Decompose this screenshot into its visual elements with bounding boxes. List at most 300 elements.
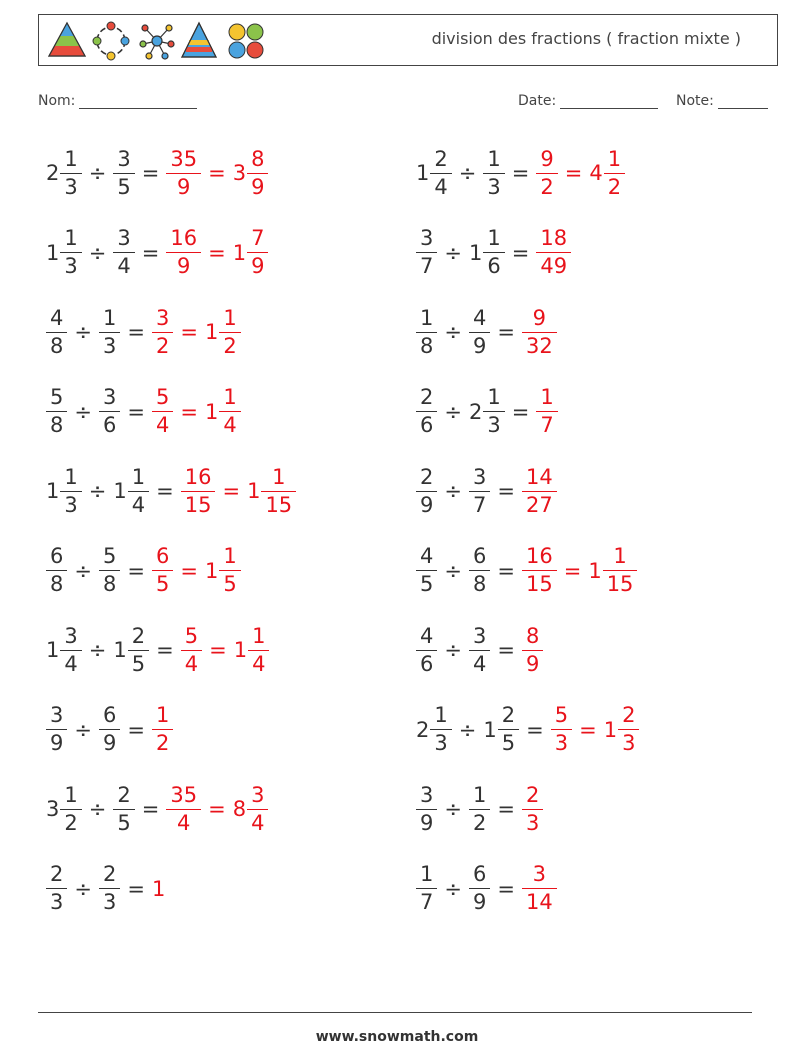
- fraction: [471, 305, 488, 358]
- denominator: 2: [219, 332, 240, 357]
- problem-item: [46, 856, 166, 922]
- divisor: [469, 546, 490, 595]
- whole-number: 1: [46, 479, 60, 503]
- answer: [166, 782, 268, 835]
- numerator: 2: [117, 782, 131, 807]
- answer-mixed: [588, 546, 637, 595]
- whole-number: 3: [46, 797, 60, 821]
- denominator: 3: [60, 252, 81, 277]
- problem-item: [46, 538, 241, 604]
- answer: [522, 464, 557, 517]
- fraction: [538, 228, 569, 277]
- numerator: 2: [434, 146, 448, 171]
- numerator: 16: [184, 464, 212, 489]
- divide-sign: ÷: [74, 876, 92, 901]
- divisor: [99, 387, 120, 436]
- whole-number: 1: [588, 558, 602, 583]
- equals-sign: =: [564, 161, 583, 185]
- fraction: [500, 705, 517, 754]
- numerator: 6: [50, 544, 64, 568]
- problem-item: [416, 299, 557, 365]
- fraction: [62, 146, 79, 199]
- answer: [166, 146, 268, 199]
- numerator: 1: [131, 464, 146, 489]
- numerator: 16: [170, 226, 198, 250]
- whole-number: 1: [113, 479, 127, 503]
- denominator: 4: [152, 411, 173, 436]
- divide-sign: ÷: [458, 161, 477, 185]
- denominator: 3: [60, 173, 81, 198]
- whole-number: 1: [46, 638, 60, 662]
- denominator: 3: [46, 888, 67, 913]
- equals-sign: =: [497, 797, 515, 821]
- problem-item: [416, 697, 639, 763]
- worksheet-title: division des fractions ( fraction mixte ): [431, 29, 741, 48]
- answer-mixed: [205, 546, 241, 595]
- answer: [536, 228, 571, 277]
- answer-improper: [522, 623, 543, 676]
- answer-mixed: [232, 146, 269, 199]
- divisor: [469, 782, 490, 835]
- problem-item: [46, 140, 268, 206]
- numerator: 1: [607, 146, 622, 171]
- name-blank[interactable]: [79, 92, 197, 109]
- denominator: 6: [99, 411, 120, 436]
- fraction: [485, 387, 502, 436]
- numerator: 1: [155, 703, 170, 727]
- fraction: [168, 228, 199, 277]
- whole-number: 2: [46, 161, 60, 185]
- date-blank[interactable]: [560, 92, 658, 109]
- equals-sign: =: [563, 558, 582, 583]
- denominator: 4: [60, 650, 81, 675]
- numerator: 1: [420, 862, 434, 886]
- fraction: [538, 387, 555, 436]
- numerator: 3: [64, 623, 78, 648]
- fraction: [524, 782, 541, 835]
- answer: [536, 146, 625, 199]
- fraction: [48, 705, 65, 754]
- divide-sign: ÷: [458, 717, 477, 742]
- fraction: [418, 305, 435, 358]
- denominator: 3: [551, 729, 572, 754]
- dividend: [416, 146, 452, 199]
- numerator: 3: [472, 623, 487, 648]
- numerator: 1: [102, 305, 117, 330]
- denominator: 4: [469, 650, 490, 675]
- answer: [181, 623, 270, 676]
- denominator: 5: [113, 809, 134, 834]
- denominator: 8: [46, 332, 67, 357]
- fraction: [605, 546, 636, 595]
- fraction: [101, 864, 118, 913]
- problem-item: [416, 538, 637, 604]
- answer-mixed: [604, 705, 640, 754]
- dividend: [46, 705, 67, 754]
- denominator: 4: [430, 173, 451, 198]
- answer: [181, 464, 296, 517]
- dividend: [46, 464, 82, 517]
- numerator: 8: [251, 146, 265, 171]
- numerator: 1: [487, 226, 501, 250]
- numerator: 3: [102, 385, 117, 409]
- answer-improper: [536, 146, 557, 199]
- dividend: [46, 305, 67, 358]
- fraction: [471, 546, 488, 595]
- divisor: [113, 623, 149, 676]
- logo-strip: [45, 20, 285, 62]
- fraction: [154, 705, 171, 754]
- problem-item: [46, 220, 268, 286]
- answer-mixed: [205, 387, 241, 436]
- whole-number: 1: [113, 638, 127, 662]
- fraction: [250, 623, 267, 676]
- numerator: 18: [540, 226, 568, 250]
- numerator: 2: [501, 703, 516, 727]
- denominator: 8: [46, 570, 67, 595]
- numerator: 8: [525, 623, 540, 648]
- denominator: 5: [113, 173, 134, 198]
- whole-number: 1: [483, 717, 497, 742]
- fraction: [221, 387, 238, 436]
- denominator: 4: [247, 809, 268, 834]
- dividend: [416, 705, 452, 754]
- numerator: 35: [170, 782, 198, 807]
- denominator: 4: [181, 650, 202, 675]
- answer-improper: [181, 464, 216, 517]
- numerator: 6: [102, 703, 117, 727]
- fraction: [183, 464, 214, 517]
- divide-sign: ÷: [88, 161, 107, 185]
- fraction: [418, 782, 435, 835]
- denominator: 2: [536, 173, 557, 198]
- numerator: 6: [155, 544, 170, 568]
- divisor: [469, 464, 490, 517]
- denominator: 15: [603, 570, 638, 595]
- numerator: 14: [525, 464, 553, 489]
- numerator: 3: [532, 862, 547, 886]
- divisor: [469, 228, 505, 277]
- denominator: 6: [483, 252, 504, 277]
- fraction: [263, 464, 294, 517]
- denominator: 9: [469, 332, 490, 357]
- fraction: [48, 546, 65, 595]
- numerator: 1: [223, 385, 237, 409]
- problem-item: [416, 776, 543, 842]
- numerator: 3: [420, 782, 434, 807]
- fraction: [130, 623, 147, 676]
- answer: [551, 705, 640, 754]
- grade-field: [676, 92, 768, 109]
- answer: [152, 546, 241, 595]
- divide-sign: ÷: [74, 717, 92, 742]
- divisor: [113, 782, 134, 835]
- denominator: 27: [522, 491, 557, 516]
- answer-improper: [152, 877, 166, 901]
- grade-blank[interactable]: [718, 92, 768, 109]
- whole-number: 1: [232, 240, 247, 265]
- numerator: 1: [64, 464, 78, 489]
- numerator: 1: [434, 703, 448, 727]
- numerator: 2: [50, 862, 64, 886]
- equals-sign: =: [127, 399, 145, 424]
- denominator: 3: [99, 888, 120, 913]
- numerator: 5: [155, 385, 170, 409]
- denominator: 8: [99, 570, 120, 595]
- fraction: [485, 146, 502, 199]
- fraction: [524, 546, 555, 595]
- answer-improper: [166, 782, 201, 835]
- denominator: 4: [166, 809, 201, 834]
- denominator: 9: [522, 650, 543, 675]
- denominator: 3: [483, 173, 504, 198]
- dividend: [416, 387, 437, 436]
- answer: [522, 546, 637, 595]
- fraction: [168, 146, 199, 199]
- fraction: [418, 387, 435, 436]
- answer-improper: [522, 782, 543, 835]
- denominator: 2: [152, 332, 173, 357]
- fraction: [168, 782, 199, 835]
- denominator: 7: [536, 411, 557, 436]
- dividend: [416, 864, 437, 913]
- answer-improper: [536, 228, 571, 277]
- divide-sign: ÷: [444, 638, 462, 662]
- equals-sign: =: [156, 638, 174, 662]
- answer: [522, 864, 557, 913]
- denominator: 4: [219, 411, 240, 436]
- fraction: [524, 464, 555, 517]
- fraction: [48, 864, 65, 913]
- fraction: [524, 623, 541, 676]
- numerator: 4: [50, 305, 64, 330]
- fraction: [62, 464, 79, 517]
- fraction: [101, 305, 118, 358]
- whole-number: 1: [233, 638, 248, 662]
- fraction: [115, 228, 132, 277]
- denominator: 5: [152, 570, 173, 595]
- denominator: 3: [430, 729, 451, 754]
- dividend: [46, 623, 82, 676]
- answer: [522, 782, 543, 835]
- fraction: [101, 705, 118, 754]
- answer-improper: [522, 864, 557, 913]
- fraction: [62, 623, 79, 676]
- divide-sign: ÷: [74, 399, 92, 424]
- equals-sign: =: [141, 797, 160, 821]
- fraction: [553, 705, 570, 754]
- whole-number: 4: [589, 161, 603, 185]
- divisor: [99, 546, 120, 595]
- numerator: 3: [155, 305, 170, 330]
- dividend: [416, 228, 437, 277]
- denominator: 49: [536, 252, 571, 277]
- fraction: [101, 546, 118, 595]
- dividend: [46, 864, 67, 913]
- divide-sign: ÷: [74, 558, 92, 583]
- fraction: [620, 705, 637, 754]
- triangle-stack-icon: [182, 23, 216, 57]
- divisor: [113, 464, 149, 517]
- answer-improper: [166, 228, 201, 277]
- fraction: [249, 228, 266, 277]
- numerator: 5: [102, 544, 117, 568]
- numerator: 6: [472, 862, 487, 886]
- problem-item: [46, 299, 241, 365]
- fraction: [524, 864, 555, 913]
- numerator: 1: [64, 782, 78, 807]
- fraction: [154, 387, 171, 436]
- answer-mixed: [233, 228, 269, 277]
- denominator: 9: [416, 809, 437, 834]
- denominator: 2: [469, 809, 490, 834]
- fraction: [471, 782, 488, 835]
- fraction: [221, 546, 238, 595]
- answer: [522, 305, 557, 358]
- problem-item: [46, 697, 173, 763]
- numerator: 4: [420, 544, 434, 568]
- answer-improper: [152, 387, 173, 436]
- fraction: [471, 623, 488, 676]
- fraction: [418, 864, 435, 913]
- divide-sign: ÷: [88, 797, 107, 821]
- denominator: 2: [604, 173, 625, 198]
- numerator: 5: [554, 703, 569, 727]
- denominator: 3: [60, 491, 81, 516]
- divide-sign: ÷: [74, 320, 92, 344]
- denominator: 9: [416, 491, 437, 516]
- equals-sign: =: [141, 161, 160, 185]
- fraction: [418, 546, 435, 595]
- whole-number: 1: [247, 479, 261, 503]
- denominator: 9: [99, 729, 120, 754]
- denominator: 15: [261, 491, 296, 516]
- equals-sign: =: [511, 240, 530, 265]
- denominator: 5: [219, 570, 240, 595]
- divide-sign: ÷: [444, 479, 462, 503]
- equals-sign: =: [127, 558, 145, 583]
- problem-item: [416, 458, 557, 524]
- fraction: [62, 782, 79, 835]
- denominator: 3: [99, 332, 120, 357]
- numerator: 3: [117, 226, 131, 250]
- numerator: 9: [532, 305, 547, 330]
- numerator: 1: [64, 226, 78, 250]
- numerator: 2: [525, 782, 540, 807]
- denominator: 9: [247, 173, 268, 198]
- denominator: 7: [416, 888, 437, 913]
- denominator: 15: [522, 570, 557, 595]
- name-field: [38, 92, 197, 109]
- divisor: [483, 705, 519, 754]
- date-field: [518, 92, 658, 109]
- divide-sign: ÷: [88, 638, 107, 662]
- denominator: 9: [469, 888, 490, 913]
- answer: [536, 387, 557, 436]
- answer-improper: [152, 305, 173, 358]
- whole-number: 1: [151, 876, 166, 901]
- fraction: [418, 623, 435, 676]
- divide-sign: ÷: [444, 876, 462, 901]
- numerator: 1: [272, 464, 286, 489]
- fraction: [432, 705, 449, 754]
- denominator: 14: [522, 888, 557, 913]
- fraction: [485, 228, 502, 277]
- equals-sign: =: [579, 717, 597, 742]
- denominator: 8: [46, 411, 67, 436]
- denominator: 9: [166, 252, 201, 277]
- numerator: 2: [131, 623, 146, 648]
- answer: [152, 705, 173, 754]
- whole-number: 1: [204, 558, 219, 583]
- numerator: 1: [540, 385, 554, 409]
- dividend: [416, 623, 437, 676]
- equals-sign: =: [511, 161, 530, 185]
- numerator: 1: [223, 544, 237, 568]
- numerator: 6: [472, 544, 487, 568]
- whole-number: 2: [468, 399, 483, 424]
- divisor: [469, 305, 490, 358]
- denominator: 2: [60, 809, 81, 834]
- fraction: [249, 146, 266, 199]
- dividend: [46, 146, 82, 199]
- numerator: 3: [117, 146, 131, 171]
- numerator: 9: [540, 146, 554, 171]
- divisor: [99, 305, 120, 358]
- problem-item: [416, 379, 558, 445]
- answer: [152, 305, 241, 358]
- numerator: 1: [64, 146, 78, 171]
- fraction: [606, 146, 623, 199]
- fraction: [249, 782, 266, 835]
- fraction: [101, 387, 118, 436]
- dividend: [416, 782, 437, 835]
- equals-sign: =: [156, 479, 174, 503]
- numerator: 1: [420, 305, 434, 330]
- problem-item: [46, 379, 241, 445]
- answer: [166, 228, 268, 277]
- answer-improper: [152, 705, 173, 754]
- denominator: 5: [416, 570, 437, 595]
- answer-improper: [522, 305, 557, 358]
- numerator: 2: [622, 703, 636, 727]
- numerator: 4: [472, 305, 487, 330]
- equals-sign: =: [208, 161, 226, 185]
- problem-item: [416, 617, 543, 683]
- denominator: 4: [248, 650, 269, 675]
- numerator: 1: [487, 146, 501, 171]
- numerator: 2: [102, 862, 117, 886]
- network-icon: [140, 25, 174, 59]
- fraction: [432, 146, 449, 199]
- equals-sign: =: [511, 399, 530, 424]
- answer-mixed: [233, 623, 270, 676]
- denominator: 9: [46, 729, 67, 754]
- whole-number: 1: [204, 399, 219, 424]
- numerator: 1: [613, 544, 627, 568]
- divide-sign: ÷: [444, 240, 462, 265]
- whole-number: 1: [204, 320, 219, 344]
- equals-sign: =: [180, 399, 198, 424]
- grade-label: Note:: [676, 93, 714, 109]
- problem-item: [416, 220, 571, 286]
- divide-sign: ÷: [444, 320, 462, 344]
- numerator: 3: [420, 226, 434, 250]
- equals-sign: =: [127, 876, 145, 901]
- equals-sign: =: [497, 638, 515, 662]
- answer-mixed: [247, 464, 296, 517]
- equals-sign: =: [141, 240, 160, 265]
